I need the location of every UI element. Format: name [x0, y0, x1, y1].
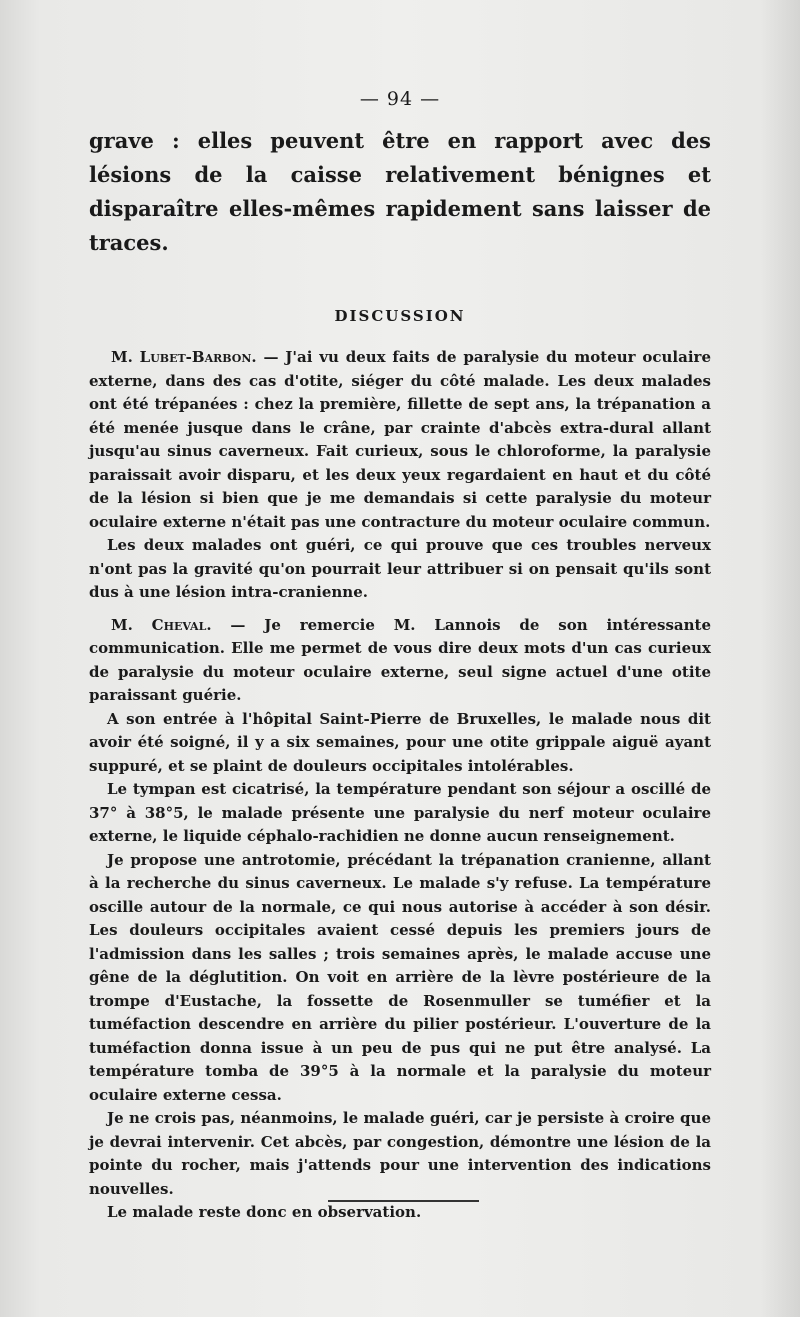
paragraph: Je propose une antrotomie, précédant la trépanation cranienne, allant à la recherche du sinus caverneux. Le malade s'y refuse. La température oscille autour de la normale, ce qui nous autorise à accéder à son désir. Les douleurs occipitales avaient cessé depuis les premiers jours de l'admission dans les salles ; trois semaines après, le malade accuse une gêne de la déglutition. On voit en arrière de la lèvre postérieure de la trompe d'Eustache, la fossette de Rosenmuller se tuméfier et la tuméfaction descendre en arrière du pilier postérieur. L'ouverture de la tuméfaction donna issue à un peu de pus qui ne put être analysé. La température tomba de 39°5 à la normale et la paralysie du moteur oculaire externe cessa.: [89, 850, 711, 1104]
paragraph: Le tympan est cicatrisé, la température pendant son séjour a oscillé de 37° à 38°5, le malade présente une paralysie du nerf moteur oculaire externe, le liquide céphalo-rachidien ne donne aucun renseignement.: [89, 780, 711, 845]
paragraph: Je ne crois pas, néanmoins, le malade guéri, car je persiste à croire que je devrai intervenir. Cet abcès, par congestion, démontre une lésion de la pointe du rocher, mais j'attends pour une intervention des indications nouvelles.: [89, 1109, 711, 1198]
page-number: — 94 —: [359, 88, 441, 110]
paragraph-cheval: [89, 614, 711, 708]
paragraph-text: — Je remercie M. Lannois de son intéressante communication. Elle me permet de vous dire deux mots d'un cas curieux de paralysie du moteur oculaire externe, seul signe actuel d'une otite paraissant guérie.: [89, 615, 711, 704]
opening-paragraph: grave : elles peuvent être en rapport avec des lésions de la caisse relativement bénignes et disparaître elles-mêmes rapidement sans laisser de traces.: [89, 128, 711, 255]
paragraph: Le malade reste donc en observation.: [107, 1203, 422, 1221]
paragraph-text: — J'ai vu deux faits de paralysie du moteur oculaire externe, dans des cas d'otite, siéger du côté malade. Les deux malades ont été trépanées : chez la première, fillette de sept ans, la trépanation a été menée jusque dans le crâne, par crainte d'abcès extra-dural allant jusqu'au sinus caverneux. Fait curieux, sous le chloroforme, la paralysie paraissait avoir disparu, et les deux yeux regardaient en haut et du côté de la lésion si bien que je me demandais si cette paralysie du moteur oculaire externe n'était pas une contracture du moteur oculaire commun.: [89, 348, 711, 531]
end-rule: [328, 1200, 479, 1202]
paragraph: Les deux malades ont guéri, ce qui prouve que ces troubles nerveux n'ont pas la gravité qu'on pourrait leur attribuer si on pensait qu'ils sont dus à une lésion intra-cranienne.: [89, 536, 711, 601]
paragraph: A son entrée à l'hôpital Saint-Pierre de Bruxelles, le malade nous dit avoir été soigné, il y a six semaines, pour une otite grippale aiguë ayant suppuré, et se plaint de douleurs occipitales intolérables.: [89, 709, 711, 775]
section-heading: DISCUSSION: [334, 307, 466, 325]
paragraph-lubet-barbon: [89, 346, 711, 534]
speaker-name: M. Lubet-Barbon.: [111, 348, 257, 366]
speaker-name: M. Cheval.: [111, 615, 212, 634]
page-content: [89, 84, 711, 1225]
